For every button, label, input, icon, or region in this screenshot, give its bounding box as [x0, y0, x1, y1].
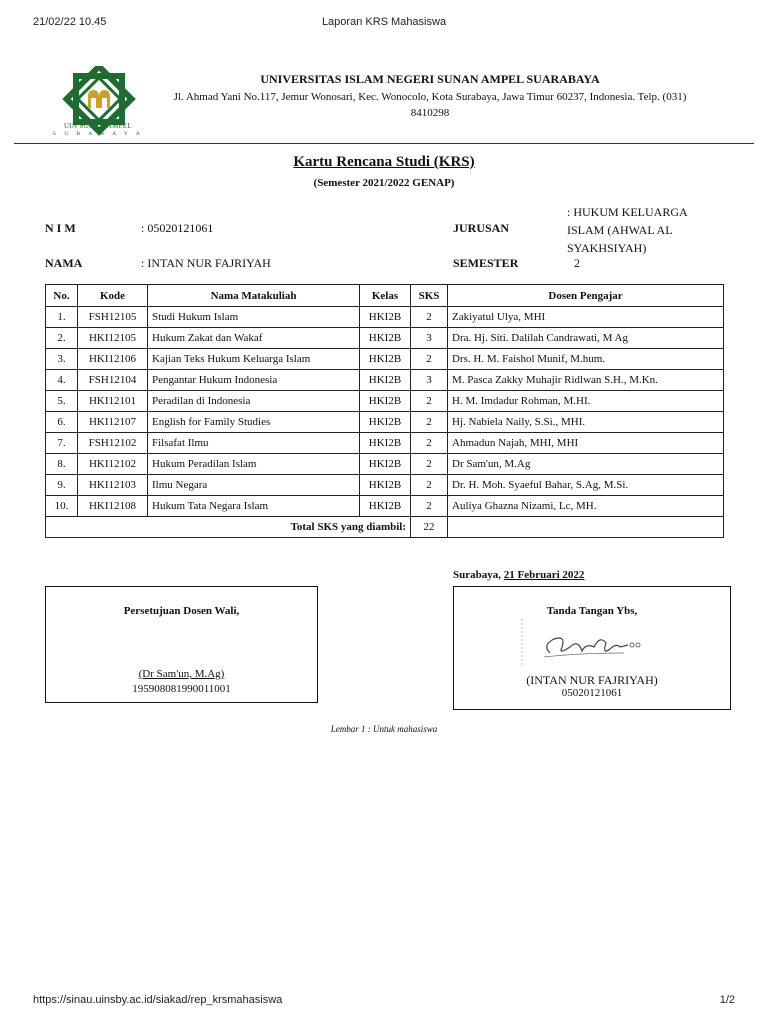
- cell-sks: 2: [411, 349, 448, 370]
- table-row: [46, 370, 724, 391]
- print-page-title: Laporan KRS Mahasiswa: [321, 16, 447, 28]
- table-row: [46, 328, 724, 349]
- cell-kode: HKI12106: [78, 349, 148, 370]
- cell-kelas: HKI2B: [360, 412, 411, 433]
- table-row: [46, 433, 724, 454]
- cell-sks: 2: [411, 475, 448, 496]
- name-value: : INTAN NUR FAJRIYAH: [141, 256, 271, 270]
- nim-label: N I M: [45, 221, 76, 235]
- student-signature-name: (INTAN NUR FAJRIYAH): [526, 673, 658, 687]
- document-title: Kartu Rencana Studi (KRS): [293, 154, 475, 170]
- cell-sks: 3: [411, 328, 448, 349]
- cell-sks: 2: [411, 412, 448, 433]
- table-row: [46, 307, 724, 328]
- cell-nama: Hukum Zakat dan Wakaf: [148, 328, 360, 349]
- cell-kelas: HKI2B: [360, 496, 411, 517]
- university-name: UNIVERSITAS ISLAM NEGERI SUNAN AMPEL SUARABAYA: [260, 72, 600, 86]
- table-row: [46, 349, 724, 370]
- advisor-title: Persetujuan Dosen Wali,: [123, 605, 240, 617]
- jurusan-label: JURUSAN: [453, 221, 510, 235]
- cell-nama: Ilmu Negara: [148, 475, 360, 496]
- sheet-note: Lembar 1 : Untuk mahasiswa: [330, 724, 438, 734]
- table-header-row: [46, 285, 724, 307]
- student-signature-id: 05020121061: [561, 687, 623, 699]
- cell-kelas: HKI2B: [360, 349, 411, 370]
- cell-sks: 2: [411, 496, 448, 517]
- cell-dosen: Dra. Hj. Siti. Dalilah Candrawati, M Ag: [448, 328, 724, 349]
- table-row: [46, 475, 724, 496]
- col-header-sks: SKS: [411, 285, 448, 307]
- cell-dosen: Ahmadun Najah, MHI, MHI: [448, 433, 724, 454]
- cell-nama: Hukum Tata Negara Islam: [148, 496, 360, 517]
- cell-no: 5.: [46, 391, 78, 412]
- cell-sks: 2: [411, 391, 448, 412]
- university-address: [160, 89, 700, 121]
- cell-no: 8.: [46, 454, 78, 475]
- signature-place-date: [453, 569, 584, 581]
- table-row: [46, 412, 724, 433]
- cell-no: 3.: [46, 349, 78, 370]
- cell-dosen: Dr. H. Moh. Syaeful Bahar, S.Ag, M.Si.: [448, 475, 724, 496]
- cell-dosen: H. M. Imdadur Rohman, M.HI.: [448, 391, 724, 412]
- cell-kode: HKI12103: [78, 475, 148, 496]
- cell-sks: 2: [411, 433, 448, 454]
- cell-dosen: Hj. Nabiela Naily, S.Si., MHI.: [448, 412, 724, 433]
- jurusan-line-2: ISLAM (AHWAL AL: [567, 223, 673, 237]
- print-url: https://sinau.uinsby.ac.id/siakad/rep_krsmahasiswa: [33, 994, 283, 1006]
- jurusan-line-1: : HUKUM KELUARGA: [567, 205, 688, 219]
- cell-nama: Studi Hukum Islam: [148, 307, 360, 328]
- cell-no: 10.: [46, 496, 78, 517]
- cell-dosen: Dr Sam'un, M.Ag: [448, 454, 724, 475]
- cell-nama: Kajian Teks Hukum Keluarga Islam: [148, 349, 360, 370]
- cell-nama: Pengantar Hukum Indonesia: [148, 370, 360, 391]
- jurusan-value: [567, 203, 688, 257]
- cell-kelas: HKI2B: [360, 454, 411, 475]
- col-header-no: No.: [46, 285, 78, 307]
- krs-table: [45, 284, 724, 538]
- cell-kode: HKI12107: [78, 412, 148, 433]
- address-line-1: Jl. Ahmad Yani No.117, Jemur Wonosari, Kec. Wonocolo, Kota Surabaya, Jawa Timur 60237, Indonesia. Telp. (031): [173, 91, 687, 103]
- cell-dosen: Zakiyatul Ulya, MHI: [448, 307, 724, 328]
- cell-nama: Hukum Peradilan Islam: [148, 454, 360, 475]
- cell-dosen: Drs. H. M. Faishol Munif, M.hum.: [448, 349, 724, 370]
- cell-nama: English for Family Studies: [148, 412, 360, 433]
- cell-nama: Filsafat Ilmu: [148, 433, 360, 454]
- cell-kode: HKI12101: [78, 391, 148, 412]
- table-total-row: [46, 517, 724, 538]
- cell-kode: HKI12108: [78, 496, 148, 517]
- cell-kelas: HKI2B: [360, 307, 411, 328]
- cell-no: 4.: [46, 370, 78, 391]
- total-sks-label: Total SKS yang diambil:: [46, 517, 411, 538]
- col-header-dosen: Dosen Pengajar: [448, 285, 724, 307]
- cell-kode: FSH12104: [78, 370, 148, 391]
- semester-value: 2: [574, 256, 580, 270]
- cell-sks: 2: [411, 307, 448, 328]
- jurusan-line-3: SYAKHSIYAH): [567, 241, 647, 255]
- semester-label: SEMESTER: [453, 256, 519, 270]
- address-line-2: 8410298: [410, 107, 450, 119]
- col-header-nama: Nama Matakuliah: [148, 285, 360, 307]
- cell-kelas: HKI2B: [360, 391, 411, 412]
- print-datetime: 21/02/22 10.45: [33, 16, 107, 28]
- cell-kelas: HKI2B: [360, 328, 411, 349]
- handwritten-signature: [520, 617, 660, 669]
- name-label: NAMA: [45, 256, 83, 270]
- document-subtitle: (Semester 2021/2022 GENAP): [313, 177, 455, 189]
- signature-date: 21 Februari 2022: [503, 569, 585, 581]
- cell-kode: HKI12102: [78, 454, 148, 475]
- cell-kelas: HKI2B: [360, 370, 411, 391]
- student-signature-box: [453, 586, 731, 710]
- cell-kode: FSH12105: [78, 307, 148, 328]
- table-row: [46, 454, 724, 475]
- cell-sks: 3: [411, 370, 448, 391]
- logo-text: UIN SUNAN AMPEL: [64, 122, 132, 130]
- advisor-name: (Dr Sam'un, M.Ag): [138, 668, 225, 680]
- cell-no: 7.: [46, 433, 78, 454]
- cell-sks: 2: [411, 454, 448, 475]
- cell-no: 9.: [46, 475, 78, 496]
- total-sks-value: 22: [411, 517, 448, 538]
- cell-no: 6.: [46, 412, 78, 433]
- total-empty-cell: [448, 517, 724, 538]
- cell-dosen: M. Pasca Zakky Muhajir Ridlwan S.H., M.Kn.: [448, 370, 724, 391]
- col-header-kelas: Kelas: [360, 285, 411, 307]
- advisor-approval-box: [45, 586, 318, 703]
- table-row: [46, 391, 724, 412]
- advisor-id: 195908081990011001: [132, 683, 231, 695]
- place-prefix: Surabaya,: [453, 569, 504, 581]
- letterhead-divider: [14, 143, 754, 144]
- table-row: [46, 496, 724, 517]
- cell-no: 2.: [46, 328, 78, 349]
- student-signature-title: Tanda Tangan Ybs,: [546, 605, 638, 617]
- cell-kode: FSH12102: [78, 433, 148, 454]
- print-page-number: 1/2: [719, 994, 735, 1006]
- cell-dosen: Auliya Ghazna Nizami, Lc, MH.: [448, 496, 724, 517]
- logo-subtext: S U R A B A Y A: [52, 131, 144, 137]
- cell-no: 1.: [46, 307, 78, 328]
- logo-wordmark: [52, 122, 144, 138]
- cell-nama: Peradilan di Indonesia: [148, 391, 360, 412]
- cell-kode: HKI12105: [78, 328, 148, 349]
- col-header-kode: Kode: [78, 285, 148, 307]
- cell-kelas: HKI2B: [360, 475, 411, 496]
- cell-kelas: HKI2B: [360, 433, 411, 454]
- nim-value: : 05020121061: [141, 221, 214, 235]
